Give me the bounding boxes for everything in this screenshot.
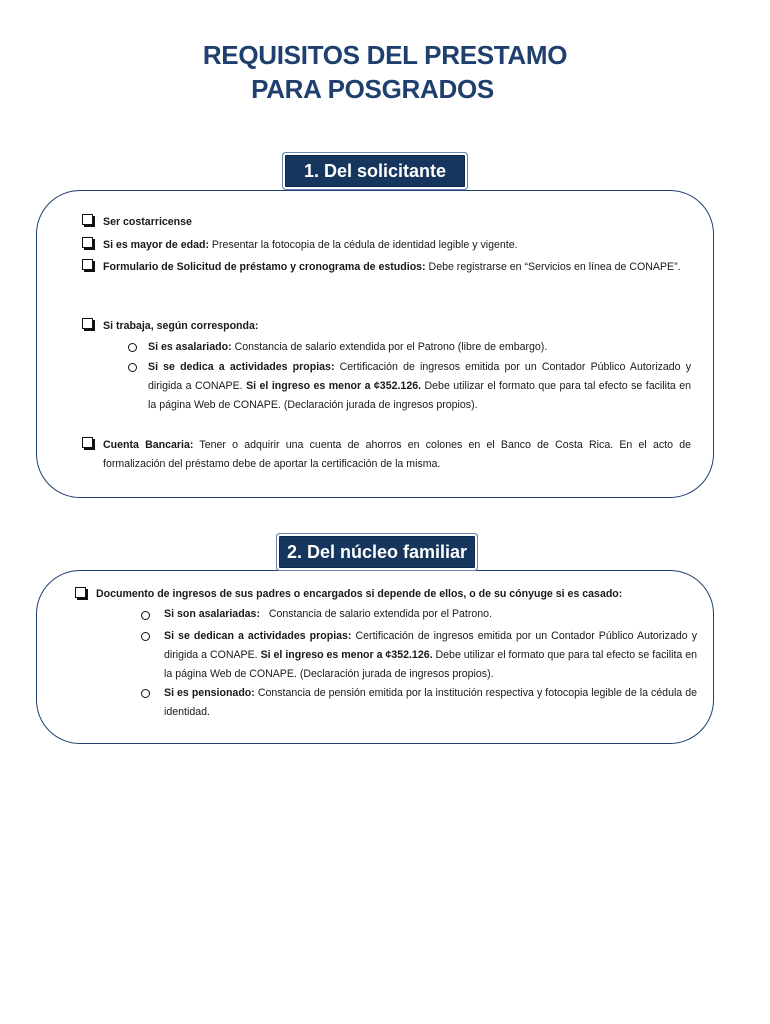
sub-requirement-item: Si se dedica a actividades propias: Certificación de ingresos emitida por un Contador Público Autorizado y dirigida a CONAPE. Si el ingreso es menor a ¢352.126. Debe utilizar el formato que para tal efecto se facilita en la página Web de CONAPE. (Declaración jurada de ingresos propios). [148,361,692,411]
circle-bullet-icon [141,632,150,641]
checkbox-icon [82,237,93,248]
requirement-item: Cuenta Bancaria: Tener o adquirir una cuenta de ahorros en colones en el Banco de Costa Rica. En el acto de formalización del préstamo debe de aportar la certificación de la misma. [103,439,691,470]
section-1-tab: 1. Del solicitante [282,152,468,190]
checkbox-icon [82,437,93,448]
checkbox-icon [82,318,93,329]
requirement-item: Documento de ingresos de sus padres o encargados si depende de ellos, o de su cónyuge si es casado: [96,588,623,600]
checkbox-icon [82,214,93,225]
title-line-1: REQUISITOS DEL PRESTAMO [202,40,568,70]
checkbox-icon [82,259,93,270]
checkbox-icon [75,587,86,598]
sub-requirement-item: Si es pensionado: Constancia de pensión emitida por la institución respectiva y fotocopia legible de la cédula de identidad. [164,687,698,718]
circle-bullet-icon [128,363,137,372]
sub-requirement-item: Si es asalariado: Constancia de salario extendida por el Patrono (libre de embargo). [148,341,548,353]
requirement-item: Si es mayor de edad: Presentar la fotocopia de la cédula de identidad legible y vigente. [103,239,518,251]
sub-requirement-item: Si se dedican a actividades propias: Certificación de ingresos emitida por un Contador Público Autorizado y dirigida a CONAPE. Si el ingreso es menor a ¢352.126. Debe utilizar el formato que para tal efecto se facilita en la página Web de CONAPE. (Declaración jurada de ingresos propios). [164,630,698,680]
page-title [0,38,770,106]
sub-requirement-item: Si son asalariadas: Constancia de salario extendida por el Patrono. [164,608,493,620]
circle-bullet-icon [141,611,150,620]
circle-bullet-icon [128,343,137,352]
requirement-item: Si trabaja, según corresponda: [103,320,259,332]
title-line-2: PARA POSGRADOS [251,74,494,104]
requirement-item: Formulario de Solicitud de préstamo y cronograma de estudios: Debe registrarse en “Servicios en línea de CONAPE”. [103,261,681,273]
requirement-item: Ser costarricense [103,216,192,228]
section-2-tab: 2. Del núcleo familiar [276,533,478,571]
circle-bullet-icon [141,689,150,698]
